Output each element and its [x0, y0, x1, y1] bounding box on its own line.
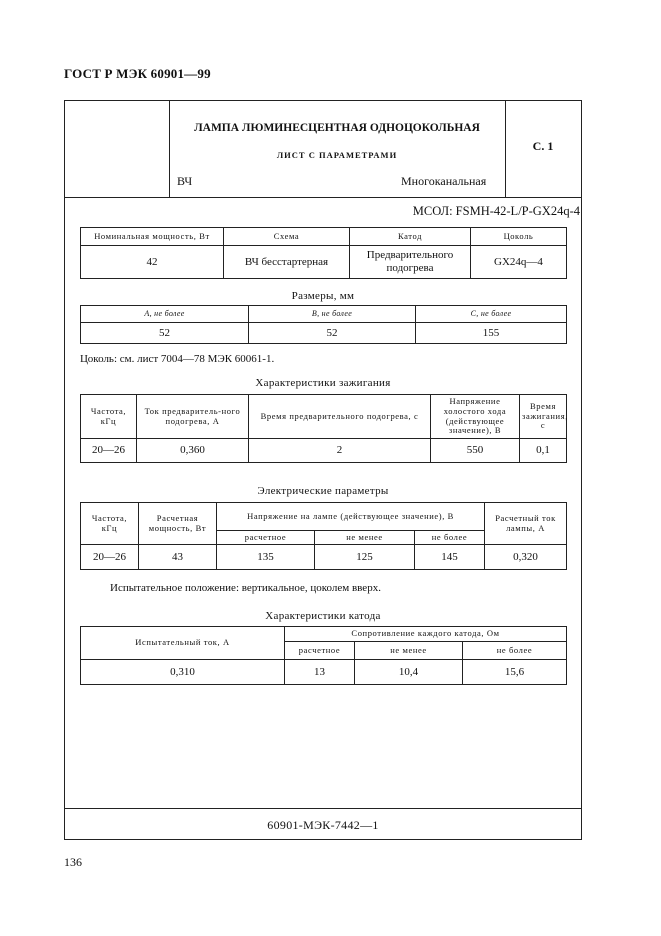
header-dim-b: B, не более	[249, 306, 416, 323]
lamp-title: ЛАМПА ЛЮМИНЕСЦЕНТНАЯ ОДНОЦОКОЛЬНАЯ	[194, 122, 480, 134]
value-dim-c: 155	[416, 323, 567, 344]
header-el-voltage: Напряжение на лампе (действующее значение), В	[217, 503, 485, 531]
header-ign-open-voltage: Напряжение холостого хода (действующее значение), В	[431, 395, 520, 439]
value-ign-time: 0,1	[520, 439, 567, 463]
sheet-header	[65, 101, 581, 198]
value-cat-calc: 13	[285, 660, 355, 685]
ignition-caption: Характеристики зажигания	[255, 377, 391, 389]
header-el-frequency: Частота, кГц	[81, 503, 139, 545]
cathode-table	[80, 626, 567, 685]
value-circuit: ВЧ бесстартерная	[224, 246, 350, 279]
header-ign-time: Время зажигания, с	[520, 395, 567, 439]
value-cat-max: 15,6	[463, 660, 567, 685]
ignition-table	[80, 394, 567, 463]
lamp-designation: МСОЛ: FSMH-42-L/P-GX24q-4	[412, 204, 580, 218]
header-power: Номинальная мощность, Вт	[81, 228, 224, 246]
value-el-frequency: 20—26	[81, 545, 139, 570]
header-dim-a: A, не более	[81, 306, 249, 323]
base-note: Цоколь: см. лист 7004—78 МЭК 60061-1.	[80, 353, 275, 365]
dimensions-table	[80, 305, 567, 344]
sheet-code: 60901-МЭК-7442—1	[267, 818, 379, 832]
main-parameters-table	[80, 227, 567, 279]
value-dim-b: 52	[249, 323, 416, 344]
header-ign-frequency: Частота, кГц	[81, 395, 137, 439]
channel-label: Многоканальная	[401, 174, 487, 188]
header-el-current: Расчетный ток лампы, А	[485, 503, 567, 545]
header-el-max: не более	[415, 531, 485, 545]
header-circuit: Схема	[224, 228, 350, 246]
value-base: GX24q—4	[471, 246, 567, 279]
data-sheet-frame	[64, 100, 582, 840]
value-power: 42	[81, 246, 224, 279]
cathode-caption: Характеристики катода	[265, 610, 381, 622]
value-el-calc: 135	[217, 545, 315, 570]
sheet-number: С. 1	[532, 139, 554, 153]
header-cat-min: не менее	[355, 642, 463, 660]
value-el-min: 125	[315, 545, 415, 570]
header-ign-preheat-time: Время предварительного подогрева, с	[249, 395, 431, 439]
dimensions-caption: Размеры, мм	[291, 290, 355, 302]
frequency-label: ВЧ	[177, 174, 193, 188]
value-el-current: 0,320	[485, 545, 567, 570]
header-el-calc: расчетное	[217, 531, 315, 545]
value-cathode: Предварительного подогрева	[350, 246, 471, 279]
value-ign-preheat-time: 2	[249, 439, 431, 463]
header-cat-calc: расчетное	[285, 642, 355, 660]
electrical-table	[80, 502, 567, 570]
header-base: Цоколь	[471, 228, 567, 246]
header-el-min: не менее	[315, 531, 415, 545]
value-cat-min: 10,4	[355, 660, 463, 685]
footer-divider	[65, 808, 581, 809]
value-ign-frequency: 20—26	[81, 439, 137, 463]
value-ign-preheat-current: 0,360	[137, 439, 249, 463]
sheet-subtitle: ЛИСТ С ПАРАМЕТРАМИ	[276, 150, 398, 160]
page-number: 136	[64, 855, 82, 869]
value-el-max: 145	[415, 545, 485, 570]
test-position-note: Испытательное положение: вертикальное, цоколем вверх.	[110, 582, 381, 594]
header-cat-resistance: Сопротивление каждого катода, Ом	[285, 627, 567, 642]
standard-code: ГОСТ Р МЭК 60901—99	[64, 66, 211, 81]
header-cathode: Катод	[350, 228, 471, 246]
header-el-power: Расчетная мощность, Вт	[139, 503, 217, 545]
electrical-caption: Электрические параметры	[257, 485, 389, 497]
header-cat-test-current: Испытательный ток, А	[81, 627, 285, 660]
value-dim-a: 52	[81, 323, 249, 344]
value-ign-open-voltage: 550	[431, 439, 520, 463]
header-ign-preheat-current: Ток предваритель-ного подогрева, А	[137, 395, 249, 439]
header-dim-c: C, не более	[416, 306, 567, 323]
header-cat-max: не более	[463, 642, 567, 660]
value-el-power: 43	[139, 545, 217, 570]
value-cat-test-current: 0,310	[81, 660, 285, 685]
